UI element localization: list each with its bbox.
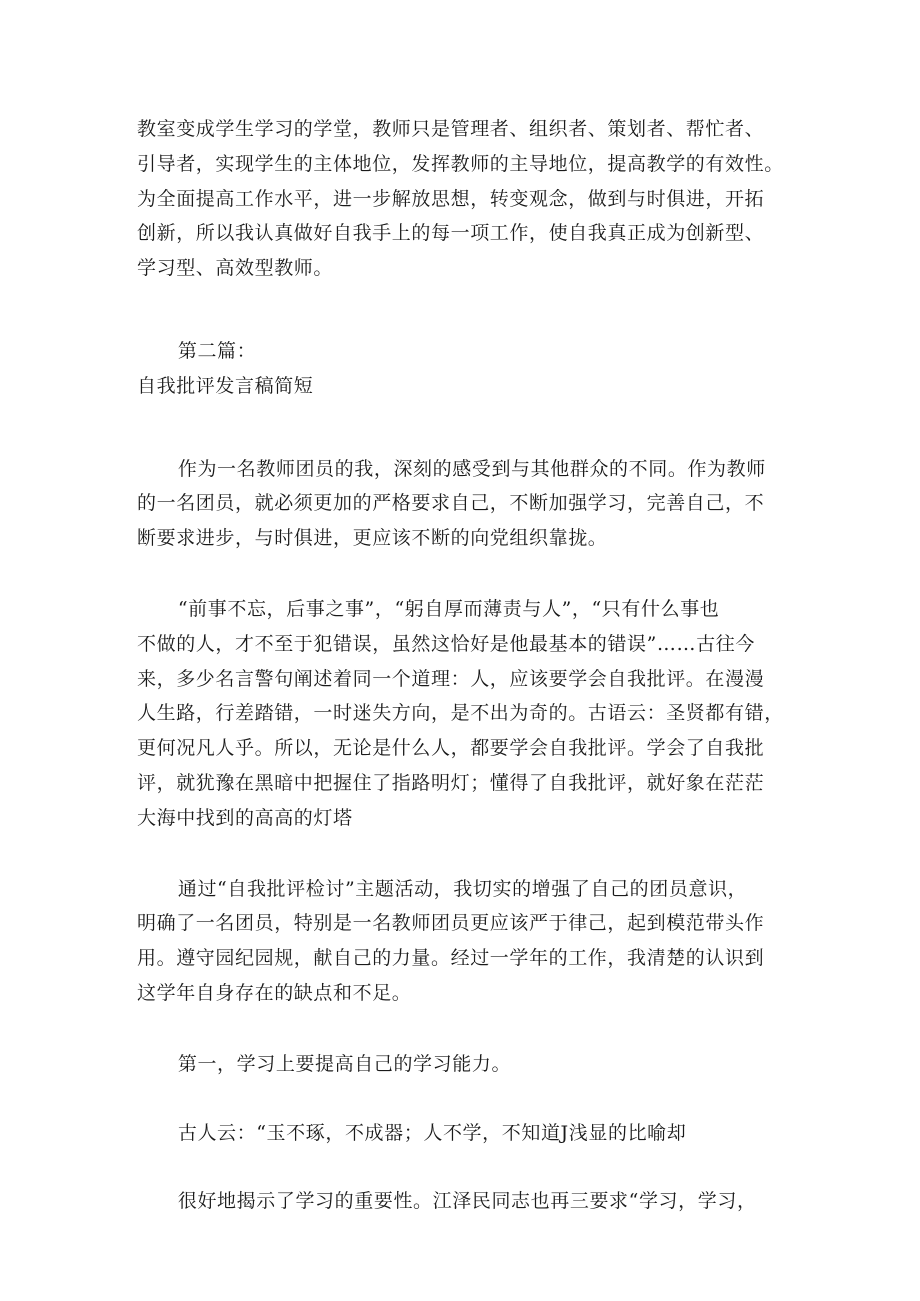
paragraph-ancient-saying: 古人云：“玉不琢，不成器；人不学，不知道J浅显的比喻却 [177, 1121, 687, 1144]
paragraph-activity: 通过“自我批评检讨”主题活动，我切实的增强了自己的团员意识， 明确了一名团员，特别是一名教师团员更应该严于律己，起到模范带头作 用。遵守园纪园规，献自己的力量。经过一学年的工作，我清楚的认识到 这学年自身存在的缺点和不足。 [137, 877, 765, 1004]
document-page [137, 112, 797, 1219]
paragraph-teaching-role: 教室变成学生学习的学堂，教师只是管理者、组织者、策划者、帮忙者、 引导者，实现学生的主体地位，发挥教师的主导地位，提高教学的有效性。 为全面提高工作水平，进一步解放思想，转变观念，做到与时俱进，开拓 创新，所以我认真做好自我手上的每一项工作，使自我真正成为创新型、 学习型、高效型教师。 [137, 118, 784, 280]
paragraph-intro: 作为一名教师团员的我，深刻的感受到与其他群众的不同。作为教师 的一名团员，就必须更加的严格要求自己，不断加强学习，完善自己，不 断要求进步，与时俱进，更应该不断的向党组织靠拢。 [137, 457, 766, 550]
section-heading: 第二篇： 自我批评发言稿简短 [137, 339, 314, 397]
paragraph-importance: 很好地揭示了学习的重要性。江泽民同志也再三要求“学习，学习， [177, 1190, 757, 1213]
paragraph-point-one: 第一，学习上要提高自己的学习能力。 [177, 1052, 512, 1075]
paragraph-quotes: “前事不忘，后事之事”，“躬自厚而薄责与人”，“只有什么事也 不做的人，才不至于犯错误，虽然这恰好是他最基本的错误”……古往今 来，多少名言警句阐述着同一个道理：人，应该要学会自我批评。在漫漫 人生路，行差踏错，一时迷失方向，是不出为奇的。古语云：圣贤都有错， 更何况凡人乎。所以，无论是什么人，都要学会自我批评。学会了自我批 评，就犹豫在黑暗中把握住了指路明灯；懂得了自我批评，就好象在茫茫 大海中找到的高高的灯塔 [137, 597, 784, 829]
